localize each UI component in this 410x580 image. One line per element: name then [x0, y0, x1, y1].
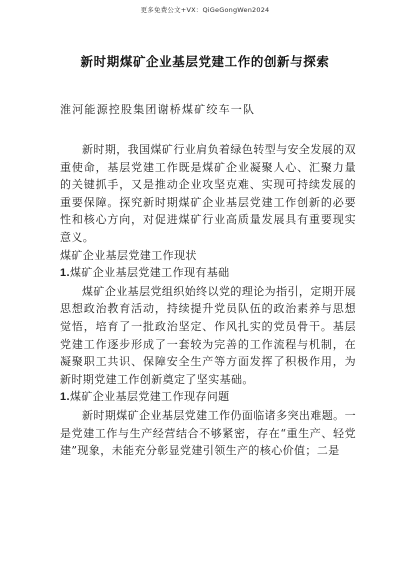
subsection-paragraph-2: 新时期煤矿企业基层党建工作仍面临诸多突出难题。一是党建工作与生产经营结合不够紧密，存在“重生产、轻党建”现象，未能充分彰显党建引领生产的核心价值；二是 [60, 408, 356, 458]
subsection-title-1: 煤矿企业基层党建工作现有基础 [69, 266, 230, 280]
author-affiliation: 淮河能源控股集团谢桥煤矿绞车一队 [60, 103, 256, 116]
subsection-heading-1 [60, 264, 356, 283]
subsection-number-1: 1. [60, 267, 70, 280]
subsection-title-2: 煤矿企业基层党建工作现存问题 [69, 390, 230, 404]
subsection-number-2: 1. [60, 391, 70, 404]
subsection-heading-2 [60, 388, 356, 407]
document-body [60, 141, 356, 460]
header-note: 更多免费公文+VX：QiGeGongWen2024 [140, 6, 270, 14]
subsection-paragraph-1: 煤矿企业基层党组织始终以党的理论为指引，定期开展思想政治教育活动，持续提升党员队伍的政治素养与思想觉悟，培育了一批政治坚定、作风扎实的党员骨干。基层党建工作逐步形成了一套较为完善的工作流程与机制，在凝聚职工共识、保障安全生产等方面发挥了积极作用，为新时期党建工作创新奠定了坚实基础。 [60, 284, 356, 386]
section-heading: 煤矿企业基层党建工作现状 [60, 248, 197, 262]
intro-paragraph: 新时期，我国煤矿行业肩负着绿色转型与安全发展的双重使命，基层党建工作既是煤矿企业凝聚人心、汇聚力量的关键抓手，又是推动企业攻坚克难、实现可持续发展的重要保障。探究新时期煤矿企业基层党建工作创新的必要性和核心方向，对促进煤矿行业高质量发展具有重要现实意义。 [60, 143, 356, 244]
document-title: 新时期煤矿企业基层党建工作的创新与探索 [80, 54, 330, 69]
